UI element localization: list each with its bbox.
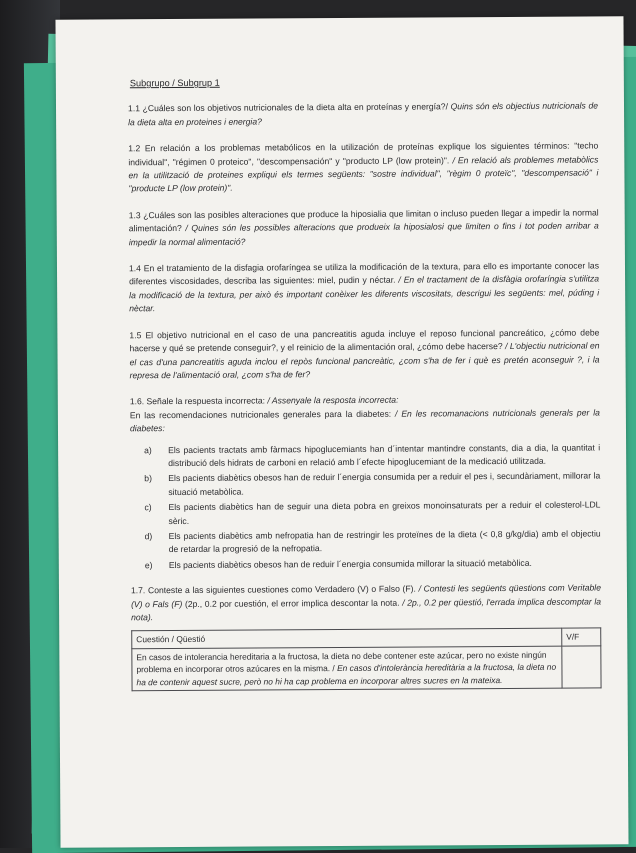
option-text: Els pacients diabètics han de seguir una dieta pobra en greixos monoinsaturats per a reduir el colesterol-LDL sèric.	[168, 499, 601, 526]
question-1-6-line2-es: En las recomendaciones nutricionales generales para la diabetes:	[129, 408, 392, 421]
option-letter: b)	[144, 473, 152, 484]
option-d	[145, 527, 601, 557]
paper-content	[128, 74, 602, 691]
option-letter: d)	[144, 531, 153, 542]
question-1-4-ca: / En el tractament de la disfàgia orofaríngia s'utilitza la modificació de la textura, per això és important conèixer les diferents viscositats, descrigui les següents: mel, púding i nèctar.	[129, 273, 600, 314]
question-1-7	[131, 582, 601, 625]
question-1-7-es2: (2p., 0.2 por cuestión, el error implica descontar la nota.	[184, 597, 400, 609]
question-1-5-ca: / L'objectiu nutricional en el cas d'una pancreatitis aguda inclou el repòs funcional pancreàtic, ¿com s'ha de fer i què es pretén aconseguir ?, i la represa de l'alimentació oral, ¿com s'ha de fer?	[129, 340, 600, 381]
question-1-1-ca: Quins són els objectius nutricionals de la dieta alta en proteines i energia?	[128, 100, 599, 128]
question-1-6	[130, 393, 600, 436]
question-1-5	[129, 326, 599, 382]
option-text: Els pacients tractats amb fàrmacs hipoglucemiants han d´intentar mantindre constants, dia a dia, la quantitat i distribució dels hidrats de carboni en relació amb l´efecte hipoglucemiant de la medicació utilitzada.	[168, 441, 601, 468]
question-1-6-line1-es: 1.6. Señale la respuesta incorrecta:	[129, 395, 266, 407]
question-1-5-es: 1.5 El objetivo nutricional en el caso de una pancreatitis aguda incluye el reposo funcional pancreático, ¿cómo debe hacerse y qué se pretende conseguir?, y el reinicio de la alimentación oral, ¿cómo debe hacerse?	[129, 327, 600, 354]
subgroup-heading: Subgrupo / Subgrup 1	[129, 77, 220, 89]
row-answer-cell[interactable]	[562, 646, 601, 688]
true-false-table	[131, 628, 601, 691]
row-question	[132, 646, 562, 691]
question-1-2-ca: / En relació als problemes metabòlics en la utilització de proteines expliqui els termes següents: "sostre individual", "règim 0 proteïc", "descompensació" i "producte LP (low protein)".	[128, 154, 599, 194]
question-1-6-options	[144, 441, 601, 572]
question-1-3	[129, 206, 599, 249]
option-e	[145, 556, 601, 572]
option-letter: c)	[144, 502, 152, 513]
table-row	[132, 646, 601, 691]
option-letter: a)	[144, 444, 152, 455]
question-1-2	[128, 140, 598, 196]
question-1-6-line2	[130, 406, 600, 436]
option-c	[144, 499, 600, 529]
question-1-6-line1-ca: / Assenyale la resposta incorrecta:	[267, 394, 399, 406]
option-letter: e)	[144, 559, 153, 570]
row-question-es: En casos de intolerancia hereditaria a la fructosa, la dieta no debe contener este azúcar, pero no existe ningún problema en incorporar otros azúcares en la misma. /	[136, 649, 547, 675]
question-1-3-es: 1.3 ¿Cuáles son las posibles alteraciones que produce la hiposialia que limitan o incluso pueden llegar a impedir la normal alimentación?	[128, 207, 599, 234]
option-text: Els pacients diabètics amb nefropatia han de restringir les proteïnes de la dieta (< 0,8 g/kg/dia) amb el objectiu de retardar la progresió de la nefropatia.	[168, 528, 601, 555]
question-1-1-es: 1.1 ¿Cuáles son los objetivos nutricionales de la dieta alta en proteínas y energía?/	[127, 101, 448, 114]
question-1-7-ca: / Contesti les següents qüestions com Veritable (V) o Fals (F)	[131, 582, 602, 609]
question-1-6-line2-ca: / En les recomanacions nutricionals generals per la diabetes:	[129, 407, 600, 434]
question-1-4-es: 1.4 En el tratamiento de la disfagia orofaríngea se utiliza la modificación de la textura, para ello es importante conocer las diferentes viscosidades, describa las siguientes: miel, pudin y néctar.	[128, 260, 600, 287]
question-1-7-ca2: / 2p., 0.2 per qüestió, l'errada implica descomptar la nota).	[131, 596, 602, 623]
question-1-3-ca: / Quines són les possibles alteracions que produeix la hiposialosi que limiten o fins i tot poden arribar a impedir la normal alimentació?	[128, 220, 599, 247]
question-1-2-es: 1.2 En relación a los problemas metabólicos en la utilización de proteínas explique los siguientes términos: "techo individual", "régimen 0 proteico", "descompensación" y "producto LP (low protein)".	[128, 140, 599, 167]
exam-paper	[55, 16, 628, 847]
option-text: Els pacients diabètics obesos han de reduir l´energia consumida per a reduir el pes i, secundàriament, millorar la situació metabòlica.	[168, 470, 601, 497]
option-a	[144, 441, 600, 471]
header-question: Cuestión / Qüestió	[132, 629, 562, 649]
question-1-4	[129, 259, 599, 315]
question-1-7-es: 1.7. Conteste a las siguientes cuestiones como Verdadero (V) o Falso (F).	[130, 583, 416, 596]
row-question-ca: En casos d'intolerància hereditària a la fructosa, la dieta no ha de contenir aquest sucre, però no hi ha cap problema en incorporar altres sucres en la mateixa.	[136, 661, 557, 687]
header-vf: V/F	[562, 628, 601, 646]
option-text: Els pacients diabètics obesos han de reduir l´energia consumida millorar la situació metabòlica.	[168, 557, 532, 570]
option-b	[144, 470, 600, 500]
question-1-1	[128, 100, 598, 130]
